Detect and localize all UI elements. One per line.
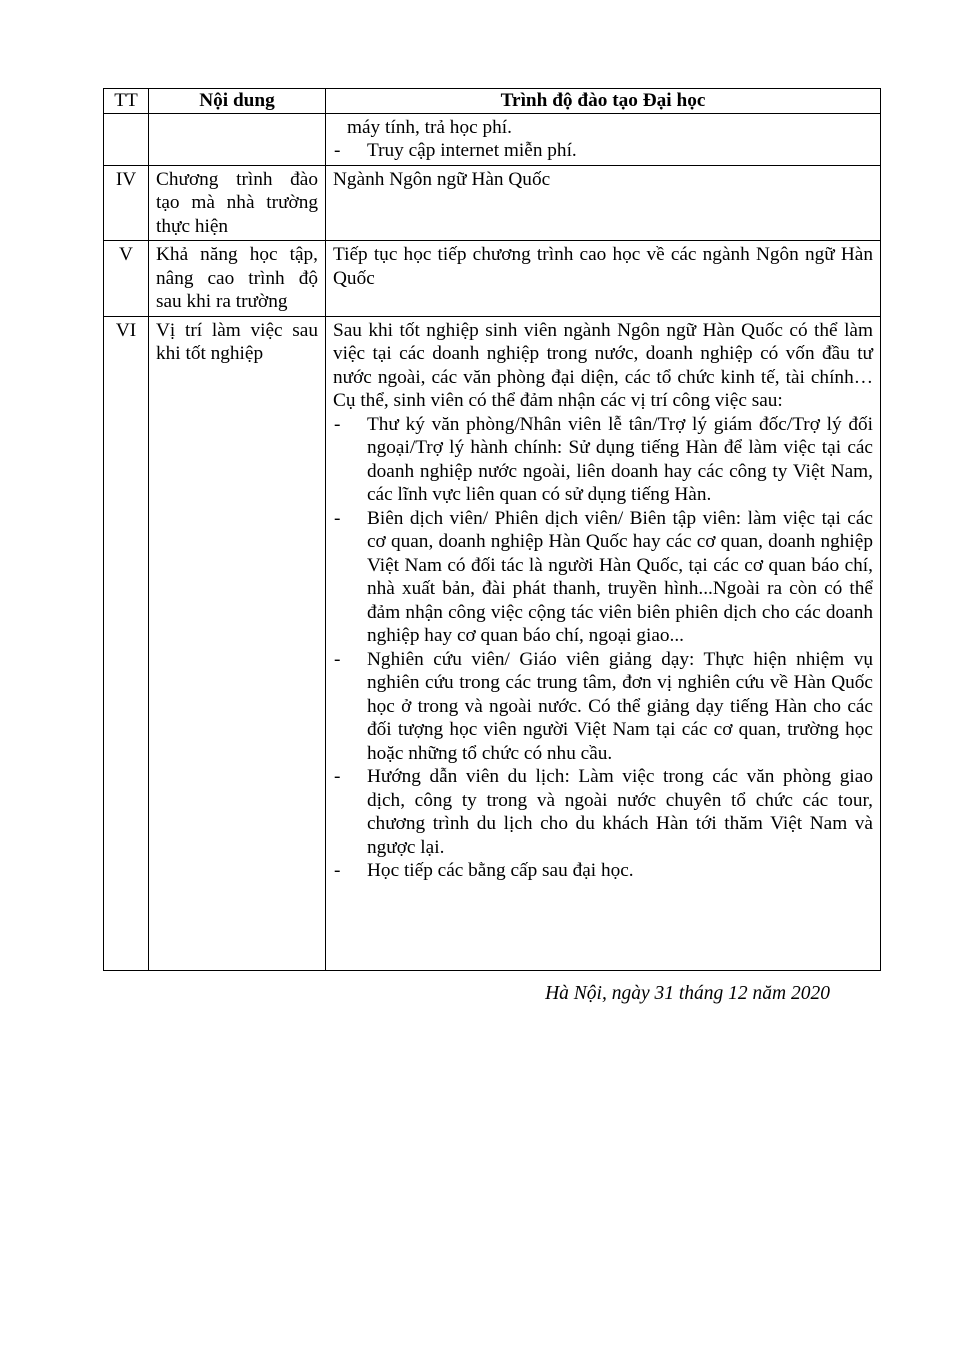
training-program-table [103,88,881,971]
dash-bullet-marker: - [334,860,341,881]
cell-label-empty [149,113,326,165]
cell-tt-v: V [104,241,149,317]
header-cell-tt: TT [104,89,149,114]
dash-bullet-marker: - [334,413,341,435]
cell-tt-iv: IV [104,165,149,241]
bullet-text: Biên dịch viên/ Phiên dịch viên/ Biên tập viên: làm việc tại các cơ quan, doanh nghiệp Hàn Quốc hay các cơ quan, doanh nghiệp Việt Nam có đối tác là người Hàn Quốc, tại các cơ quan báo chí, nhà xuất bản, đài phát thanh, truyền hình...Ngoài ra còn có thể đảm nhận công việc cộng tác viên biên phiên dịch cho các doanh nghiệp hay cơ quan báo chí, ngoại giao... [367,507,873,646]
bullet-text: Truy cập internet miễn phí. [367,140,577,161]
bullet-item [333,765,873,859]
bullet-text: Học tiếp các bằng cấp sau đại học. [367,860,634,881]
table-row-iv [104,165,881,241]
dash-bullet-marker: - [334,507,341,529]
table-row-continuation [104,113,881,165]
dash-bullet-marker: - [334,766,341,787]
continuation-text: máy tính, trả học phí. [347,116,512,138]
bullet-text: Nghiên cứu viên/ Giáo viên giảng dạy: Thực hiện nhiệm vụ nghiên cứu trong các trung tâm, đơn vị nghiên cứu về Hàn Quốc học ở trong và ngoài nước. Có thể giảng dạy tiếng Hàn cho các đối tượng học viên người Việt Nam tại các cơ quan, trường học hoặc những tổ chức có nhu cầu. [367,648,873,764]
table-header-row [104,89,881,114]
cell-tt-vi: VI [104,316,149,970]
cell-content-vi [326,316,881,970]
bullet-text: Hướng dẫn viên du lịch: Làm việc trong các văn phòng giao dịch, công ty trong và ngoài nước chuyên tổ chức các tour, chương trình du lịch cho du khách Hàn tới thăm Việt Nam và ngược lại. [367,766,873,858]
bullet-item [333,859,873,883]
cell-content-iv: Ngành Ngôn ngữ Hàn Quốc [326,165,881,241]
bullet-item [333,507,873,648]
cell-label-vi: Vị trí làm việc sau khi tốt nghiệp [149,316,326,970]
cell-label-v: Khả năng học tập, nâng cao trình độ sau khi ra trường [149,241,326,317]
cell-tt-empty [104,113,149,165]
dash-bullet-marker: - [334,648,341,670]
bullet-item [333,648,873,766]
dash-bullet-marker: - [334,140,341,161]
cell-content-continuation [326,113,881,165]
table-row-v [104,241,881,317]
cell-content-v: Tiếp tục học tiếp chương trình cao học về các ngành Ngôn ngữ Hàn Quốc [326,241,881,317]
date-line: Hà Nội, ngày 31 tháng 12 năm 2020 [545,983,830,1004]
bullet-item [333,139,873,163]
bullet-item [333,413,873,507]
table-row-vi [104,316,881,970]
cell-label-iv: Chương trình đào tạo mà nhà trường thực hiện [149,165,326,241]
header-cell-trinh-do: Trình độ đào tạo Đại học [326,89,881,114]
bullet-text: Thư ký văn phòng/Nhân viên lễ tân/Trợ lý giám đốc/Trợ lý đối ngoại/Trợ lý hành chính: Sử dụng tiếng Hàn để làm việc tại các doanh nghiệp nước ngoài, liên doanh hay các công ty Việt Nam, các lĩnh vực liên quan có sử dụng tiếng Hàn. [367,413,873,505]
header-cell-noi-dung: Nội dung [149,89,326,114]
job-positions-intro: Sau khi tốt nghiệp sinh viên ngành Ngôn ngữ Hàn Quốc có thể làm việc tại các doanh nghiệp trong nước, doanh nghiệp có vốn đầu tư nước ngoài, các văn phòng đại diện, các tổ chức kinh tế, tài chính…Cụ thể, sinh viên có thể đảm nhận các vị trí công việc sau: [333,319,873,411]
